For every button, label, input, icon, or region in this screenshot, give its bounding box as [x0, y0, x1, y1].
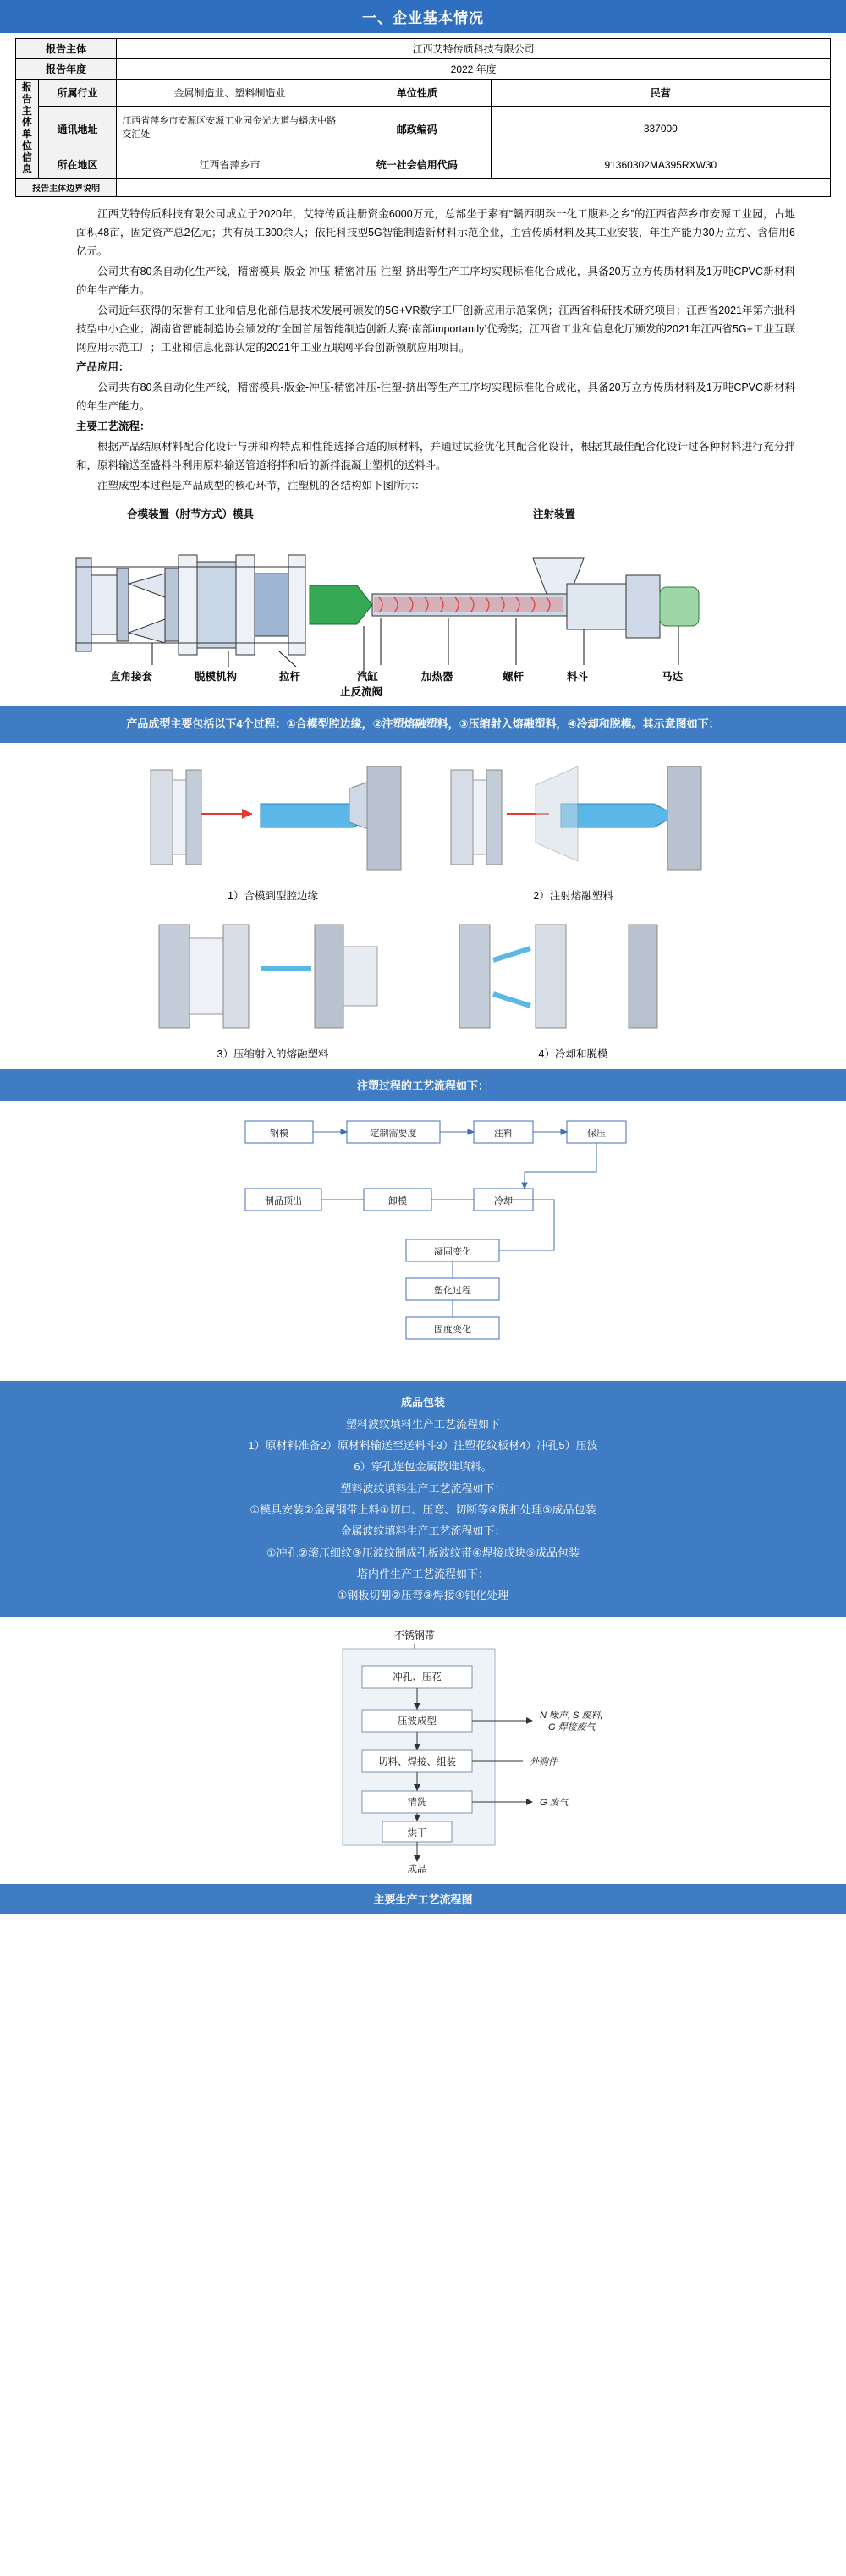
table-row	[16, 59, 831, 80]
flow-node-9: 塑化过程	[434, 1286, 471, 1297]
proc-node-4: 清洗	[407, 1797, 427, 1808]
report-year-label: 报告年度	[16, 59, 117, 80]
main-process-figure	[0, 1617, 846, 1884]
credit-code-value: 91360302MA395RXW30	[491, 151, 830, 178]
packaging-band	[0, 1381, 846, 1616]
packaging-line: 塑料波纹填料生产工艺流程如下：	[340, 1481, 506, 1495]
flow-band: 注塑过程的工艺流程如下：	[0, 1069, 846, 1101]
info-section	[0, 38, 846, 197]
label-check-valve: 止反流阀	[340, 685, 383, 698]
subject-unit-info-label: 报 告 主 体 单 位 信 息	[16, 80, 39, 179]
proc-side-label-2: 外购件	[530, 1756, 558, 1767]
packaging-line: ①钢板切割②压弯③焊接④钝化处理	[337, 1589, 509, 1602]
proc-node-1: 冲孔、压花	[393, 1672, 442, 1683]
step1-svg	[134, 755, 413, 882]
svg-text:G 焊接废气: G 焊接废气	[548, 1722, 596, 1733]
packaging-line: ①冲孔②滚压细纹③压波纹制成孔板波纹带④焊接成块⑤成品包装	[266, 1546, 580, 1559]
flow-node-2: 定制需要度	[370, 1129, 417, 1140]
postcode-label: 邮政编码	[343, 107, 491, 151]
label-straight-joint: 直角接套	[110, 670, 153, 683]
company-info-table	[15, 38, 831, 197]
proc-node-6: 成品	[407, 1864, 427, 1875]
step-caption: 3）压缩射入的熔融塑料	[217, 1048, 329, 1061]
table-row	[16, 107, 831, 151]
packaging-heading: 成品包装	[400, 1396, 445, 1409]
packaging-line: 塑料波纹填料生产工艺流程如下	[345, 1417, 500, 1431]
table-row	[16, 179, 831, 197]
step-caption: 2）注射熔融塑料	[533, 890, 613, 903]
step4-svg	[434, 913, 713, 1040]
four-step-grid	[127, 755, 719, 1061]
report-subject-label: 报告主体	[16, 39, 117, 59]
step-figure-1	[127, 755, 419, 903]
flow-node-8: 凝固变化	[434, 1247, 471, 1258]
step-figure-2	[427, 755, 719, 903]
label-ejector: 脱模机构	[195, 670, 238, 683]
flow-node-10: 固度变化	[434, 1325, 471, 1336]
industry-value: 金属制造业、塑料制造业	[117, 80, 343, 107]
injection-machine-diagram	[25, 503, 821, 697]
packaging-line: 6）穿孔连包金属散堆填料。	[354, 1460, 492, 1474]
label-tie-bar: 拉杆	[279, 670, 301, 683]
flow-node-4: 保压	[587, 1129, 606, 1140]
intro-paragraph: 注塑成型本过程是产品成型的核心环节，注塑机的各结构如下图所示：	[97, 479, 426, 492]
table-row	[16, 151, 831, 178]
mold-clamp-title: 合模装置（肘节方式）模具	[127, 508, 255, 520]
flow-node-7: 冷却	[494, 1196, 513, 1207]
region-value: 江西省萍乡市	[117, 151, 343, 178]
packaging-line: 塔内件生产工艺流程如下：	[356, 1567, 489, 1580]
intro-paragraph: 江西艾特传质科技有限公司成立于2020年，艾特传质注册资金6000万元，总部坐于素有“赣西明珠一化工腹料之乡”的江西省萍乡市安源工业园，占地面积48亩，固定资产总2亿元；共有员工300余人；依托科技型5G智能制造新材料示范企业，主营传质材料及其工业安装，年生产能力30万立方、含信用6亿元。	[76, 208, 795, 258]
product-application-heading: 产品应用：	[76, 361, 129, 374]
table-row	[16, 80, 831, 107]
boundary-note-value	[117, 179, 831, 197]
step-caption: 1）合模到型腔边缘	[228, 890, 318, 903]
region-label: 所在地区	[38, 151, 117, 178]
intro-paragraph: 公司共有80条自动化生产线，精密模具-版金-冲压-精密冲压-注塑-挤出等生产工序均实现标准化合成化，具备20万立方传质材料及1万吨CPVC新材料的年生产能力。	[76, 382, 795, 413]
report-year-value: 2022 年度	[117, 59, 831, 80]
step2-svg	[434, 755, 713, 882]
injection-flow-chart	[0, 1101, 846, 1381]
intro-text	[0, 197, 846, 495]
four-step-figures	[0, 743, 846, 1069]
step-figure-3	[127, 913, 419, 1061]
table-row	[16, 39, 831, 59]
packaging-line: 1）原材料准备2）原材料输送至送料斗3）注塑花纹板材4）冲孔5）压波	[248, 1438, 598, 1452]
credit-code-label: 统一社会信用代码	[343, 151, 491, 178]
packaging-line: ①模具安装②金属钢带上料①切口、压弯、切断等④脱扣处理⑤成品包装	[250, 1502, 596, 1516]
flow-node-5: 制品顶出	[265, 1196, 302, 1207]
intro-paragraph: 公司近年获得的荣誉有工业和信息化部信息技术发展可颁发的5G+VR数字工厂创新应用示范案例；江西省科研技术研究项目；江西省2021年第六批科技型中小企业；湖南省智能制造协会颁发的“全国首届智能制造创新大赛‧南部importantly’优秀奖；江西省工业和信息化厅颁发的2021年江西省5G+工业互联网应用示范工厂；工业和信息化部认定的2021年工业互联网平台创新领航应用项目。	[76, 304, 795, 354]
flow-node-6: 卸模	[388, 1196, 407, 1207]
step-figure-4	[427, 913, 719, 1061]
step-caption: 4）冷却和脱模	[538, 1048, 608, 1061]
packaging-line: 金属波纹填料生产工艺流程如下：	[340, 1524, 506, 1538]
address-value: 江西省萍乡市安源区安源工业园金光大道与蟠庆中路交汇处	[117, 107, 343, 151]
proc-node-2: 压波成型	[398, 1716, 437, 1727]
boundary-note-label: 报告主体边界说明	[16, 179, 117, 197]
label-motor: 马达	[662, 670, 684, 683]
main-process-heading: 主要工艺流程：	[76, 420, 151, 432]
label-heater: 加热器	[421, 670, 453, 683]
figure-footer-caption: 主要生产工艺流程图	[0, 1884, 846, 1914]
flow-node-3: 注料	[494, 1129, 513, 1140]
process-overview-band: 产品成型主要包括以下4个过程：①合模型腔边缘，②注塑熔融塑料，③压缩射入熔融塑料，④冷却和脱模。其示意图如下：	[0, 706, 846, 744]
flow-node-1: 钢模	[270, 1129, 288, 1140]
industry-label: 所属行业	[38, 80, 117, 107]
proc-side-label-3: G 废气	[540, 1797, 569, 1808]
nature-value: 民营	[491, 80, 830, 107]
proc-node-5: 烘干	[407, 1827, 427, 1838]
proc-side-label-1: N 噪声, S 废料,	[540, 1710, 603, 1721]
label-hopper: 料斗	[567, 670, 589, 683]
intro-paragraph: 根据产品结原材料配合化设计与拼和构特点和性能选择合适的原材料，并通过试验优化其配合化设计，根据其最佳配合化设计过各种材料进行充分拌和，原料输送至盛料斗利用原料输送管道将拌和后的新拌混凝土塑机的送料斗。	[76, 440, 795, 471]
label-cylinder: 汽缸	[357, 670, 379, 683]
label-screw: 螺杆	[503, 670, 525, 683]
address-label: 通讯地址	[38, 107, 117, 151]
nature-label: 单位性质	[343, 80, 491, 107]
report-subject-value: 江西艾特传质科技有限公司	[117, 39, 831, 59]
injection-machine-figure	[0, 497, 846, 706]
step3-svg	[134, 913, 413, 1040]
injection-unit-title: 注射装置	[533, 508, 576, 520]
flow-chart-svg	[186, 1112, 660, 1366]
intro-paragraph: 公司共有80条自动化生产线，精密模具-版金-冲压-精密冲压-注塑-挤出等生产工序均实现标准化合成化，具备20万立方传质材料及1万吨CPVC新材料的年生产能力。	[76, 266, 795, 296]
main-process-svg	[161, 1625, 685, 1879]
postcode-value: 337000	[491, 107, 830, 151]
proc-top-label: 不锈钢带	[393, 1629, 436, 1641]
proc-node-3: 切料、焊接、组装	[378, 1756, 456, 1767]
page-title: 一、企业基本情况	[0, 0, 846, 33]
